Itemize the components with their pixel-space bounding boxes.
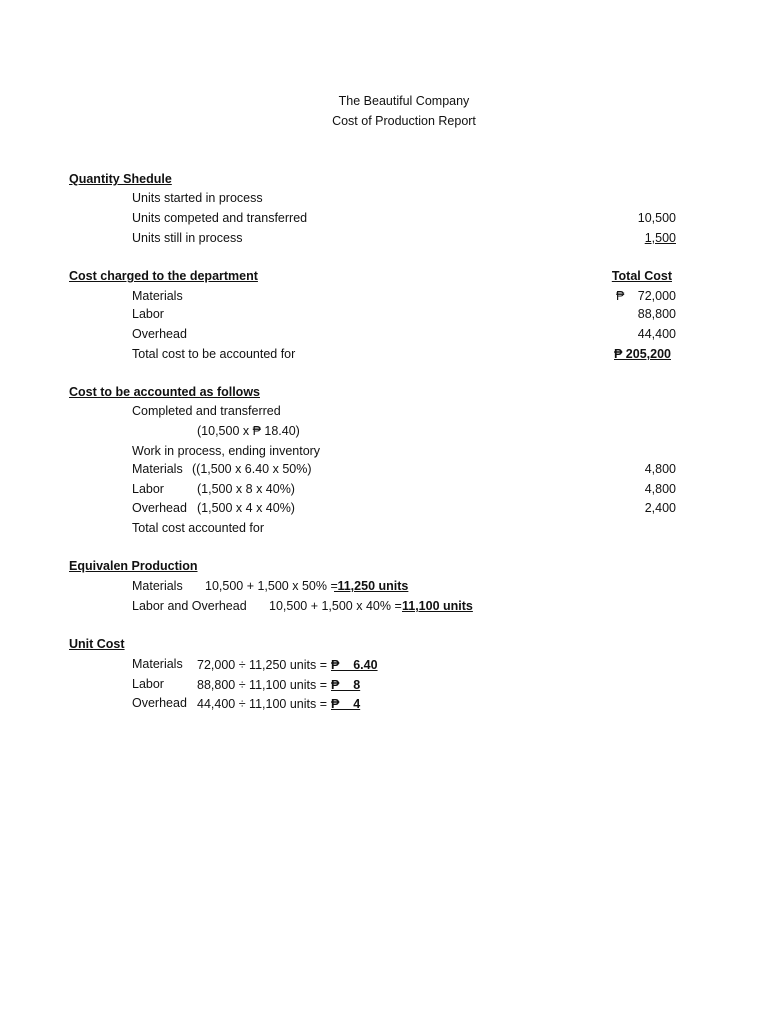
units-in-process-value: 1,500: [644, 231, 676, 245]
units-started-label: Units started in process: [132, 191, 263, 205]
cost-total-value: ₱ 205,200: [614, 347, 671, 361]
unit-cost-overhead-label: Overhead: [132, 696, 187, 710]
equivalent-labor-overhead-result: 11,100 units: [402, 599, 473, 613]
unit-cost-labor-result: ₱ 8: [331, 678, 361, 692]
unit-cost-materials-label: Materials: [132, 657, 183, 671]
cost-overhead-label: Overhead: [132, 327, 187, 341]
accounted-labor-value: 4,800: [644, 482, 676, 496]
accounted-completed-calc: (10,500 x ₱ 18.40): [197, 424, 300, 438]
unit-cost-labor-calc: 88,800 ÷ 11,100 units =: [197, 678, 327, 692]
cost-labor-value: 88,800: [637, 307, 676, 321]
cost-materials-label: Materials: [132, 289, 183, 303]
accounted-overhead-label: Overhead: [132, 501, 187, 515]
accounted-materials-label: Materials: [132, 462, 183, 476]
cost-overhead-value: 44,400: [637, 327, 676, 341]
cost-total-label: Total cost to be accounted for: [132, 347, 296, 361]
equivalent-materials-result: 11,250 units: [334, 579, 409, 593]
cost-materials-value: 72,000: [637, 289, 676, 303]
units-in-process-label: Units still in process: [132, 231, 243, 245]
accounted-completed-label: Completed and transferred: [132, 404, 281, 418]
unit-cost-overhead-calc: 44,400 ÷ 11,100 units =: [197, 697, 327, 711]
units-completed-value: 10,500: [637, 211, 676, 225]
accounted-materials-value: 4,800: [644, 462, 676, 476]
unit-cost-labor-label: Labor: [132, 677, 164, 691]
accounted-materials-calc: ((1,500 x 6.40 x 50%): [192, 462, 312, 476]
units-completed-label: Units competed and transferred: [132, 211, 308, 225]
equivalent-materials-label: Materials: [132, 579, 183, 593]
accounted-heading: Cost to be accounted as follows: [69, 385, 260, 399]
equivalent-labor-overhead-label: Labor and Overhead: [132, 599, 247, 613]
accounted-wip-label: Work in process, ending inventory: [132, 444, 321, 458]
equivalent-heading: Equivalen Production: [69, 559, 198, 573]
unit-cost-overhead-result: ₱ 4: [331, 697, 361, 711]
cost-materials-currency: ₱: [616, 289, 625, 303]
accounted-overhead-calc: (1,500 x 4 x 40%): [197, 501, 295, 515]
equivalent-materials-calc: 10,500 + 1,500 x 50% =: [205, 579, 338, 593]
unit-cost-materials-calc: 72,000 ÷ 11,250 units =: [197, 658, 327, 672]
report-title: Cost of Production Report: [332, 114, 476, 128]
equivalent-labor-overhead-calc: 10,500 + 1,500 x 40% =: [269, 599, 402, 613]
accounted-labor-calc: (1,500 x 8 x 40%): [197, 482, 295, 496]
accounted-overhead-value: 2,400: [644, 501, 676, 515]
company-name: The Beautiful Company: [338, 94, 470, 108]
cost-charged-heading: Cost charged to the department: [69, 269, 258, 283]
accounted-total-label: Total cost accounted for: [132, 521, 265, 535]
quantity-schedule-heading: Quantity Shedule: [69, 172, 172, 186]
unit-cost-heading: Unit Cost: [69, 637, 125, 651]
accounted-labor-label: Labor: [132, 482, 164, 496]
total-cost-header: Total Cost: [611, 269, 672, 283]
unit-cost-materials-result: ₱ 6.40: [331, 658, 378, 672]
cost-labor-label: Labor: [132, 307, 164, 321]
